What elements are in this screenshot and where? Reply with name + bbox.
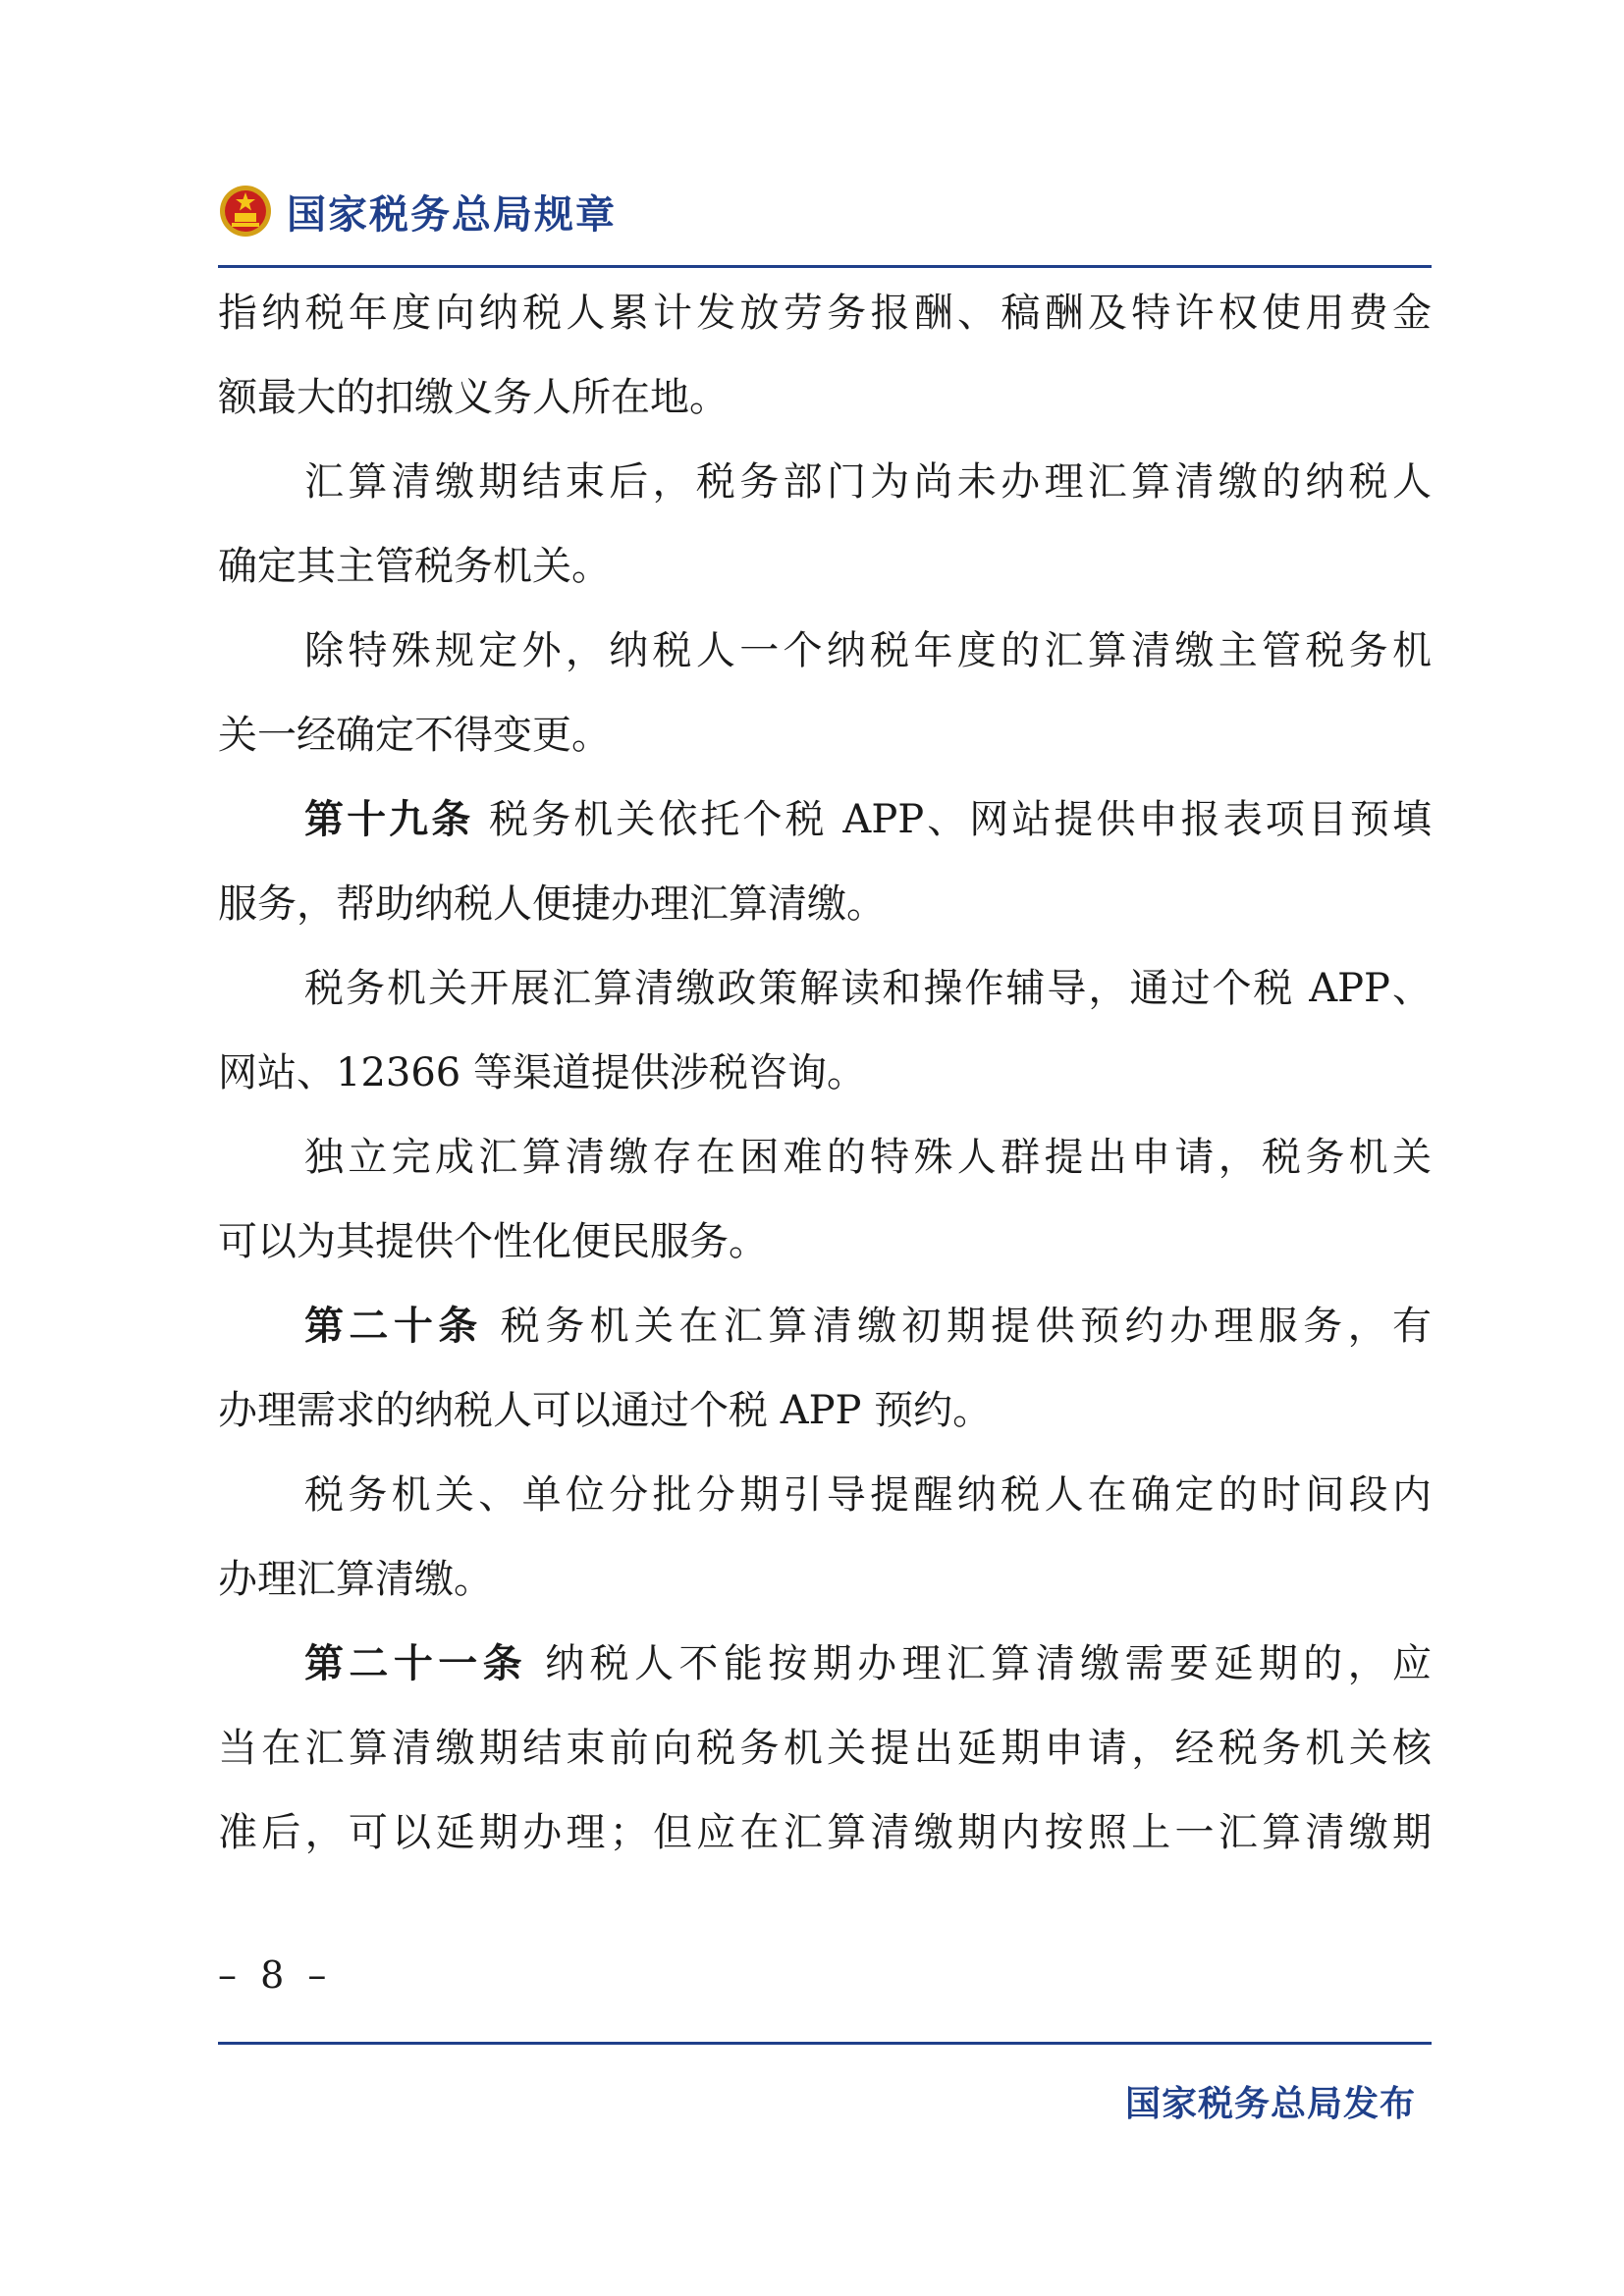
article-20-heading: 第二十条 [304,1304,483,1349]
paragraph-line: 确定其主管税务机关。 [218,544,611,589]
paragraph-line: 额最大的扣缴义务人所在地。 [218,375,729,420]
paragraph-line: 办理需求的纳税人可以通过个税 APP 预约。 [218,1388,993,1433]
paragraph-line: 准后，可以延期办理；但应在汇算清缴期内按照上一汇算清缴期 [218,1810,1432,1855]
page-header [218,177,617,245]
paragraph-line: 指纳税年度向纳税人累计发放劳务报酬、稿酬及特许权使用费金 [218,291,1432,336]
paragraph-line: 当在汇算清缴期结束前向税务机关提出延期申请，经税务机关核 [218,1726,1432,1771]
paragraph-line: 办理汇算清缴。 [218,1557,493,1602]
paragraph-line: 独立完成汇算清缴存在困难的特殊人群提出申请，税务机关 [304,1135,1432,1180]
header-title: 国家税务总局规章 [287,191,617,238]
article-19-text: 税务机关依托个税 APP、网站提供申报表项目预填 [473,797,1433,842]
paragraph-line: 可以为其提供个性化便民服务。 [218,1219,768,1264]
footer-publisher: 国家税务总局发布 [1124,2084,1416,2124]
paragraph-line: 关一经确定不得变更。 [218,713,611,758]
page-number: – 8 – [218,1953,333,1997]
article-21-line [218,1622,1432,1706]
article-19-heading: 第十九条 [304,797,474,842]
document-body [218,271,1432,1875]
header-divider [218,265,1432,268]
article-19-line [218,777,1432,862]
footer-divider [218,2042,1432,2045]
paragraph-line: 除特殊规定外，纳税人一个纳税年度的汇算清缴主管税务机 [304,628,1432,673]
article-21-heading: 第二十一条 [304,1641,528,1686]
paragraph-line: 汇算清缴期结束后，税务部门为尚未办理汇算清缴的纳税人 [304,459,1432,505]
paragraph-line: 税务机关开展汇算清缴政策解读和操作辅导，通过个税 APP、 [304,966,1432,1011]
paragraph-line: 服务，帮助纳税人便捷办理汇算清缴。 [218,881,886,927]
paragraph-line: 税务机关、单位分批分期引导提醒纳税人在确定的时间段内 [304,1472,1432,1518]
paragraph-line: 网站、12366 等渠道提供涉税咨询。 [218,1050,866,1095]
national-emblem-icon [218,184,273,239]
article-21-text: 纳税人不能按期办理汇算清缴需要延期的，应 [527,1641,1433,1686]
article-20-text: 税务机关在汇算清缴初期提供预约办理服务，有 [482,1304,1433,1349]
article-20-line [218,1284,1432,1368]
